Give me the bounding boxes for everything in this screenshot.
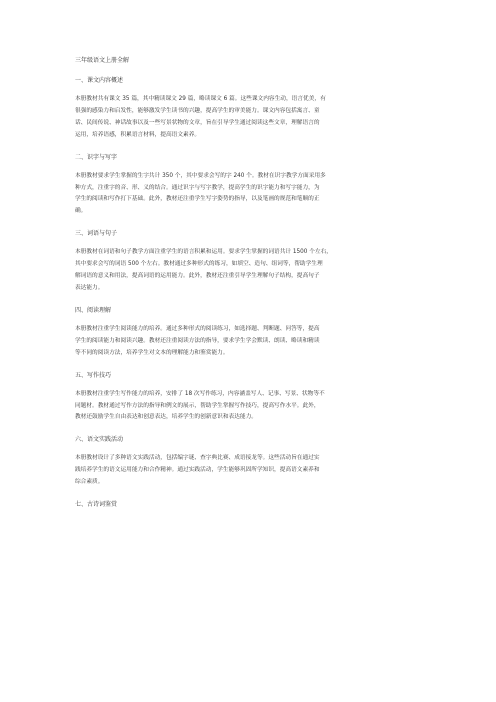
section-reading-comprehension [75,306,435,360]
section-content-overview [75,76,435,142]
section-paragraph [75,324,435,360]
section-heading: 五、写作技巧 [75,371,112,379]
paragraph-line: 教材还鼓励学生自由表达和创意表达，培养学生的创新意识和表达能力。 [75,414,257,421]
section-paragraph [75,247,435,295]
section-poetry-appreciation [75,500,435,509]
paragraph-line: 本册教材注重学生阅读能力的培养。通过多种形式的阅读练习，如选择题、判断题、问答等，提高 [75,325,320,332]
paragraph-line: 本册教材要求学生掌握的生字共计 350 个，其中要求会写的字 240 个。教材在识字教学方面采用多 [75,172,326,179]
paragraph-line: 等不同的阅读方法，培养学生对文本的理解能力和鉴赏能力。 [75,349,229,356]
document-title: 三年级语文上册全解 [75,57,130,64]
paragraph-line: 运用，培养语感，积累语言材料，提高语文素养。 [75,131,201,138]
section-literacy-writing [75,153,435,219]
section-paragraph [75,94,435,142]
paragraph-line: 学生的阅读能力和阅读兴趣。教材还注重阅读方法的指导，要求学生学会默读、朗读、略读和精读 [75,337,320,344]
section-heading: 一、课文内容概述 [75,77,124,84]
paragraph-line: 本册教材设计了多种语文实践活动，包括编字谜、查字典比赛、成语接龙等。这些活动旨在通过实 [75,455,320,462]
section-heading: 三、词语与句子 [75,230,118,238]
document-page [75,56,435,520]
section-practice-activities [75,435,435,489]
section-paragraph [75,453,435,489]
paragraph-line: 践培养学生的语文运用能力和合作精神。通过实践活动，学生能够巩固所学知识，提高语文素养和 [75,467,320,474]
paragraph-line: 综合素质。 [75,479,104,486]
paragraph-line: 确。 [75,208,87,215]
section-heading: 二、识字与写字 [75,153,118,161]
paragraph-line: 本册教材在词语和句子教学方面注重学生的语言积累和运用。要求学生掌握的词语共计 1500 个左右， [75,249,332,256]
paragraph-line: 表达能力。 [75,284,104,291]
paragraph-line: 本册教材注重学生写作能力的培养，安排了 18 次写作练习，内容涵盖写人、记事、写景、状物等不 [75,390,325,397]
paragraph-line: 解词语的意义和用法，提高词语的运用能力。此外，教材还注重引导学生理解句子结构，提高句子 [75,273,320,280]
paragraph-line: 种方式，注重字的音、形、义的结合。通过识字与写字教学，提高学生的识字能力和写字能力，为 [75,184,320,191]
section-heading: 七、古诗词鉴赏 [75,501,118,509]
section-heading: 四、阅读理解 [75,306,112,314]
section-words-sentences [75,229,435,295]
paragraph-line: 其中要求会写的词语 500 个左右。教材通过多种形式的练习，如填空、造句、组词等，帮助学生理 [75,261,323,268]
paragraph-line: 很强的感染力和启发性，能够激发学生读书的兴趣，提高学生的审美能力。课文内容包括寓言、童 [75,107,320,114]
paragraph-line: 话、民间传说、神话故事以及一些写景状物的文章，旨在引导学生通过阅读这些文章，理解语言的 [75,119,320,126]
paragraph-line: 本册教材共有课文 35 篇，其中精读课文 29 篇，略读课文 6 篇。这些课文内容生动，语言优美，有 [75,96,326,102]
section-heading: 六、语文实践活动 [75,436,124,444]
paragraph-line: 学生的阅读和写作打下基础。此外，教材还注重学生写字姿势的指导，以及笔画的规范和笔顺的正 [75,196,320,203]
section-paragraph [75,389,435,425]
section-paragraph [75,171,435,219]
paragraph-line: 同题材。教材通过写作方法的指导和例文的展示，帮助学生掌握写作技巧，提高写作水平。此外， [75,402,320,409]
section-writing-skills [75,371,435,425]
